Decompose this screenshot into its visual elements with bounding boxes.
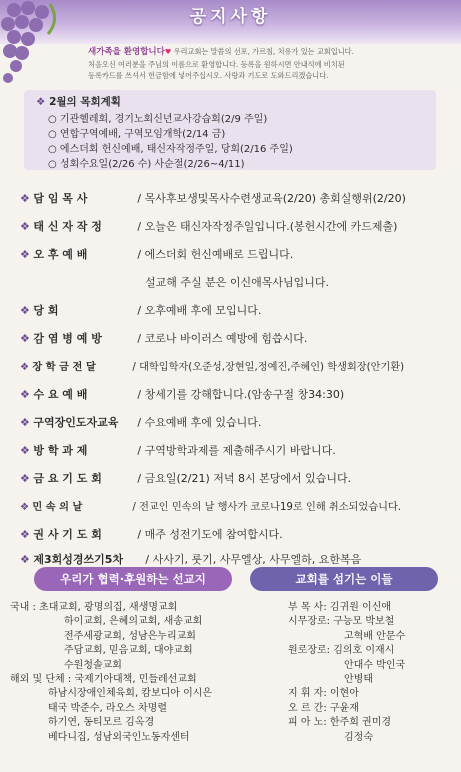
- diamond-icon: ❖: [20, 472, 30, 485]
- missions-list: [10, 601, 212, 745]
- page-title: 공지사항: [189, 7, 272, 27]
- diamond-icon: ❖: [20, 332, 30, 345]
- notice-row: ❖ 감 염 병 예 방 / 코로나 바이러스 예방에 힘씁시다.: [20, 332, 308, 345]
- notice-value: 금요일(2/21) 저녁 8시 본당에서 있습니다.: [144, 472, 352, 485]
- plan-item: ○ 성회수요일(2/26 수) 사순절(2/26~4/11): [48, 159, 245, 170]
- plan-title-text: 2월의 목회계획: [49, 96, 121, 108]
- diamond-icon: ❖: [20, 362, 30, 373]
- notice-value: 수요예배 후에 있습니다.: [144, 416, 262, 429]
- diamond-icon: ❖: [20, 502, 30, 513]
- diamond-icon: ❖: [20, 248, 30, 261]
- plan-item: ○ 에스더회 헌신예배, 태신자작정주일, 당회(2/16 주일): [48, 144, 293, 155]
- mission-line: 전주세광교회, 성남은누리교회: [64, 630, 196, 642]
- welcome-line2: 처음오신 여러분을 주님의 이름으로 환영합니다. 등록을 원하시면 안내석에 비치된: [88, 59, 345, 69]
- notice-value: 사사기, 룻기, 사무엘상, 사무엘하, 요한복음: [152, 553, 362, 566]
- diamond-icon: ❖: [20, 220, 30, 233]
- welcome-title: 새가족을 환영합니다: [88, 47, 165, 57]
- notice-row: ❖ 제3회성경쓰기5차 / 사사기, 룻기, 사무엘상, 사무엘하, 요한복음: [20, 553, 362, 566]
- diamond-icon: ❖: [20, 416, 30, 429]
- notice-label: 오 후 예 배: [33, 248, 88, 261]
- diamond-icon: ❖: [20, 528, 30, 541]
- notice-row: ❖ 장 학 금 전 달 / 대학입학자(오준성,장현일,정예진,주혜인) 학생회장(안기환): [20, 358, 450, 373]
- monthly-plan-box: [24, 90, 436, 170]
- staff-line: 지 휘 자: 이현아: [288, 688, 359, 700]
- notice-label: 제3회성경쓰기5차: [33, 553, 124, 566]
- notice-label: 태 신 자 작 정: [33, 220, 102, 233]
- notice-value: 설교해 주실 분은 이신애목사님입니다.: [145, 276, 330, 289]
- notice-value: 창세기를 강해합니다.(암송구절 창34:30): [144, 388, 345, 401]
- mission-line: 수원청솔교회: [64, 659, 122, 671]
- notice-row: ❖ 방 학 과 제 / 구역방학과제를 제출해주시기 바랍니다.: [20, 444, 336, 457]
- notice-value: 목사후보생및목사수련생교육(2/20) 총회실행위(2/20): [144, 192, 406, 205]
- notice-value: 오후예배 후에 모입니다.: [144, 304, 262, 317]
- notice-row: ❖ 금 요 기 도 회 / 금요일(2/21) 저녁 8시 본당에서 있습니다.: [20, 472, 352, 485]
- notice-label: 감 염 병 예 방: [33, 332, 102, 345]
- notice-row: ❖ 민 속 의 날 / 전교인 민속의 날 행사가 코로나19로 인해 취소되었습니다.: [20, 498, 450, 513]
- notice-value: 매주 성전기도에 참여합시다.: [144, 528, 283, 541]
- notice-label: 당 회: [33, 304, 59, 317]
- mission-line: 주담교회, 믿음교회, 대야교회: [64, 645, 193, 657]
- notice-value: 구역방학과제를 제출해주시기 바랍니다.: [144, 444, 336, 457]
- notice-label: 장 학 금 전 달: [32, 362, 96, 373]
- mission-line: 하남시장애인체육회, 캄보디아 이시은: [48, 688, 213, 700]
- welcome-line1: 우리교회는 말씀의 선포, 가르침, 치유가 있는 교회입니다.: [173, 47, 354, 56]
- mission-line: 해외 및 단체 : 국제기아대책, 민들레선교회: [10, 674, 197, 686]
- notice-row: ❖ 담 임 목 사 / 목사후보생및목사수련생교육(2/20) 총회실행위(2/20): [20, 192, 406, 205]
- notice-label: 권 사 기 도 회: [33, 528, 102, 541]
- notice-label: 민 속 의 날: [32, 502, 83, 513]
- diamond-icon: ❖: [20, 553, 30, 566]
- missions-banner: 우리가 협력·후원하는 선교지: [34, 567, 232, 591]
- plan-item-text: 에스더회 헌신예배, 태신자작정주일, 당회(2/16 주일): [59, 144, 293, 155]
- notice-row: ❖ 태 신 자 작 정 / 오늘은 태신자작정주일입니다.(봉헌시간에 카드제출): [20, 220, 398, 233]
- notice-value: 전교인 민속의 날 행사가 코로나19로 인해 취소되었습니다.: [139, 502, 402, 513]
- staff-line: 오 르 간: 구윤재: [288, 702, 359, 714]
- mission-line: 국내 : 초대교회, 광명의집, 새생명교회: [10, 602, 178, 613]
- staff-line: 안대수 박인국: [344, 659, 406, 671]
- heart-icon: ♥: [164, 47, 172, 56]
- staff-line: 부 목 사: 김귀원 이신애: [288, 602, 392, 613]
- diamond-icon: ❖: [20, 304, 30, 317]
- staff-banner: 교회를 섬기는 이들: [250, 567, 438, 591]
- notice-row: ❖ 오 후 예 배 / 에스더회 헌신예배로 드립니다.: [20, 248, 294, 261]
- plan-item-text: 성회수요일(2/26 수) 사순절(2/26~4/11): [59, 159, 245, 170]
- staff-line: 고혁배 안문수: [344, 630, 406, 642]
- staff-line: 시무장로: 구능모 박보철: [288, 616, 395, 628]
- plan-item: ○ 연합구역예배, 구역모임개학(2/14 금): [48, 129, 226, 140]
- mission-line: 하이교회, 은혜의교회, 새송교회: [64, 616, 203, 628]
- notice-value: 대학입학자(오준성,장현일,정예진,주혜인) 학생회장(안기환): [139, 362, 405, 373]
- notice-value: 오늘은 태신자작정주일입니다.(봉헌시간에 카드제출): [144, 220, 398, 233]
- mission-line: 하기연, 동티모르 김옥경: [48, 717, 155, 729]
- staff-line: 김정숙: [344, 731, 373, 743]
- notice-row: ❖ 권 사 기 도 회 / 매주 성전기도에 참여합시다.: [20, 528, 283, 541]
- mission-line: 태국 박준수, 라오스 차명렬: [48, 702, 167, 714]
- notice-value: 에스더회 헌신예배로 드립니다.: [144, 248, 294, 261]
- notice-row: [145, 274, 445, 290]
- notice-label: 구역장인도자교육: [33, 416, 119, 429]
- staff-list: [288, 601, 405, 745]
- diamond-icon: ❖: [36, 96, 46, 108]
- welcome-message: [88, 46, 453, 82]
- notice-row: ❖ 수 요 예 배 / 창세기를 강해합니다.(암송구절 창34:30): [20, 388, 345, 401]
- staff-line: 피 아 노: 한주희 권미경: [288, 717, 392, 729]
- notice-label: 금 요 기 도 회: [33, 472, 102, 485]
- mission-line: 베다니집, 성남외국인노동자센터: [48, 731, 190, 743]
- notice-label: 수 요 예 배: [33, 388, 88, 401]
- diamond-icon: ❖: [20, 444, 30, 457]
- plan-item-text: 연합구역예배, 구역모임개학(2/14 금): [59, 129, 226, 140]
- notice-row: ❖ 당 회 / 오후예배 후에 모입니다.: [20, 304, 262, 317]
- diamond-icon: ❖: [20, 388, 30, 401]
- plan-item: ○ 기관헬레회, 경기노회신년교사강습회(2/9 주일): [48, 114, 268, 125]
- staff-line: 원로장로: 김의호 이재시: [288, 645, 395, 657]
- plan-item-text: 기관헬레회, 경기노회신년교사강습회(2/9 주일): [59, 114, 268, 125]
- diamond-icon: ❖: [20, 192, 30, 205]
- plan-title: [36, 94, 121, 109]
- staff-line: 안병태: [344, 674, 373, 686]
- notice-label: 방 학 과 제: [33, 444, 88, 457]
- notice-value: 코로나 바이러스 예방에 힘씁시다.: [144, 332, 308, 345]
- notice-label: 담 임 목 사: [33, 192, 88, 205]
- notice-row: ❖ 구역장인도자교육 / 수요예배 후에 있습니다.: [20, 416, 262, 429]
- welcome-line3: 등록카드를 쓰셔서 헌금함에 넣어주십시오. 사랑과 기도로 도와드리겠습니다.: [88, 71, 329, 80]
